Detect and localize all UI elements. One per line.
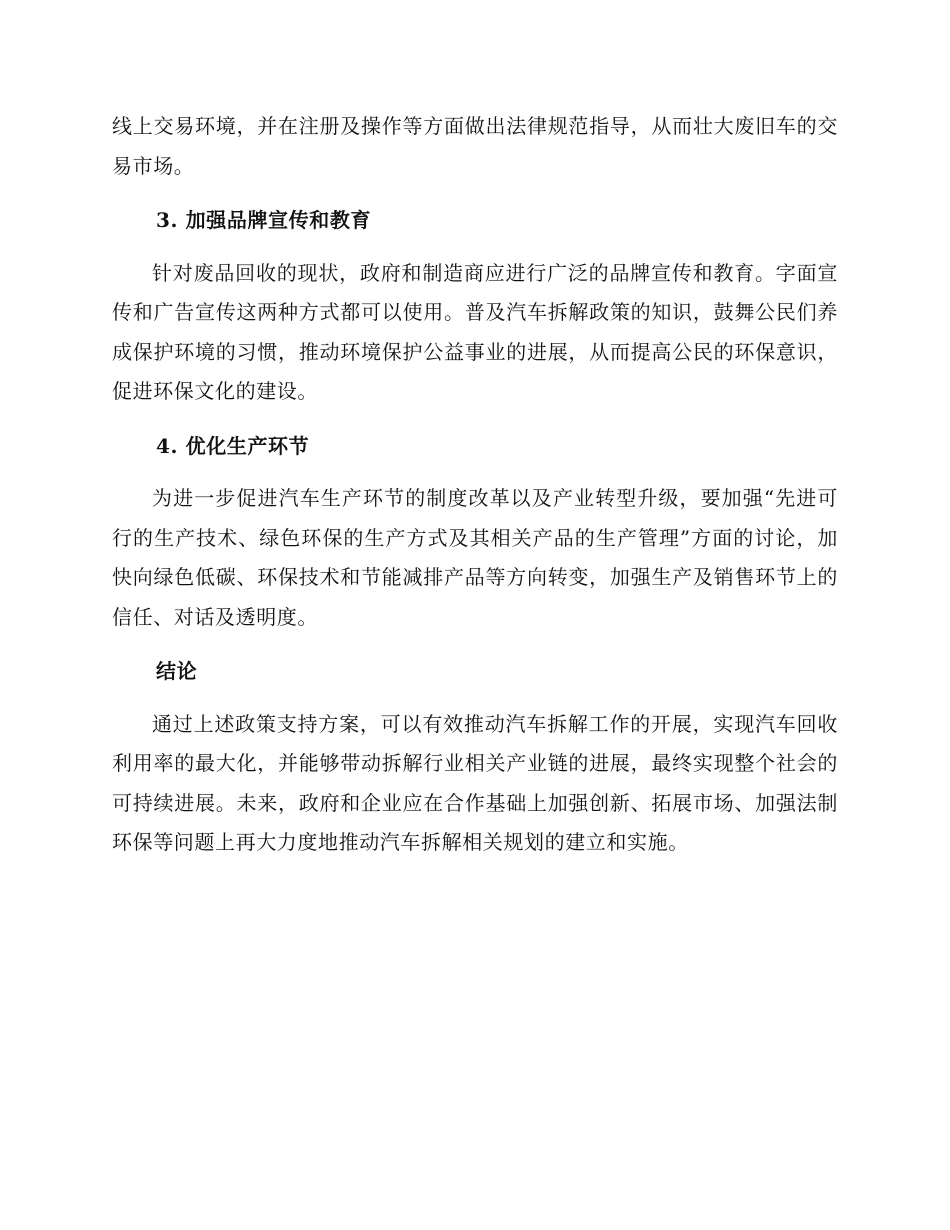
- paragraph-optimize-production: 为进一步促进汽车生产环节的制度改革以及产业转型升级，要加强“先进可行的生产技术、绿色环保的生产方式及其相关产品的生产管理”方面的讨论，加快向绿色低碳、环保技术和节能减排产品等方向转变，加强生产及销售环节上的信任、对话及透明度。: [112, 486, 838, 629]
- section-heading-optimize-production: 4. 优化生产环节: [156, 433, 310, 458]
- paragraph-conclusion: 通过上述政策支持方案，可以有效推动汽车拆解工作的开展，实现汽车回收利用率的最大化，并能够带动拆解行业相关产业链的进展，最终实现整个社会的可持续进展。未来，政府和企业应在合作基础上加强创新、拓展市场、加强法制环保等问题上再大力度地推动汽车拆解相关规划的建立和实施。: [112, 711, 838, 854]
- section-heading-brand-promotion: 3. 加强品牌宣传和教育: [156, 208, 372, 232]
- paragraph-brand-promotion: 针对废品回收的现状，政府和制造商应进行广泛的品牌宣传和教育。字面宣传和广告宣传这两种方式都可以使用。普及汽车拆解政策的知识，鼓舞公民们养成保护环境的习惯，推动环境保护公益事业的进展，从而提高公民的环保意识，促进环保文化的建设。: [112, 260, 838, 403]
- section-heading-conclusion: 结论: [156, 659, 198, 683]
- paragraph-continuation: 线上交易环境，并在注册及操作等方面做出法律规范指导，从而壮大废旧车的交易市场。: [112, 114, 838, 178]
